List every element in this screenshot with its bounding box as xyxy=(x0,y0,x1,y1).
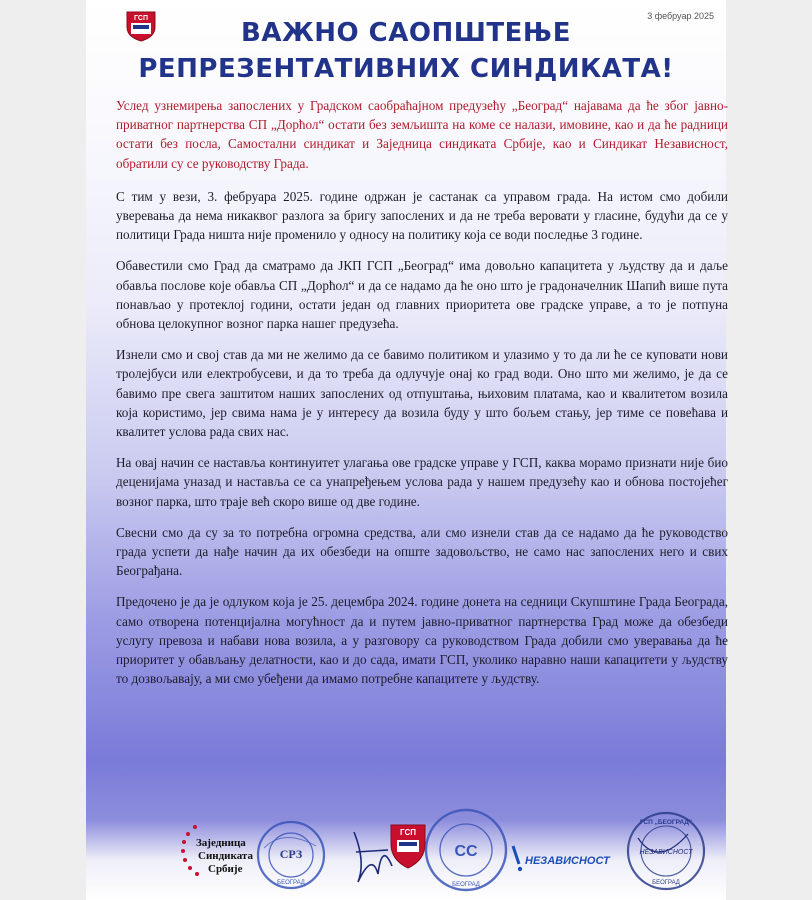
stamp-center-glyph: СС xyxy=(454,843,478,860)
left-frame xyxy=(0,0,86,900)
gsp-shield-text: ГСП xyxy=(400,828,416,837)
srz-abbr: СРЗ xyxy=(279,847,303,861)
stamp-right-header: ГСП „БЕОГРАД“ xyxy=(639,819,693,826)
paragraph-lead: Услед узнемирења запослених у Градском саобраћајном предузећу „Београд“ најавама да ће због јавно-приватног партнерства СП „Дорћол“ остати без земљишта на коме се налази, имовине, као и да ће радници остати без посла, Самостални синдикат и Заједница синдиката Србије, као и Синдикат Независност, обратили су се руководству Града. xyxy=(116,98,728,171)
gsp-logo-text: ГСП xyxy=(134,15,148,22)
paragraph: На овај начин се наставља континуитет улагања ове градске управе у ГСП, каква морамо признати није био деценијама уназад и наставља се са унапређењем услова рада у нашем предузећу као и обнова постојећег возног парка, што траје већ скоро више од две године. xyxy=(116,455,728,509)
ssb-stamp xyxy=(254,818,328,892)
press-release-document xyxy=(86,0,726,900)
zss-line-1: Заједница xyxy=(196,837,246,849)
title-line-2: РЕПРЕЗЕНТАТИВНИХ СИНДИКАТА! xyxy=(138,54,674,84)
right-frame xyxy=(726,0,812,900)
zss-logo xyxy=(178,812,262,892)
nezavisnost-stamp xyxy=(618,808,714,894)
stamp-right-inner: НЕЗАВИСНОСТ xyxy=(639,849,693,856)
paragraph: Свесни смо да су за то потребна огромна средства, али смо изнели став да се надамо да ће руководство града успети да нађе начин да их обезбеди на опште задовољство, не само нас запослених него и свих Београђана. xyxy=(116,524,728,579)
stamp-right-city: БЕОГРАД xyxy=(652,880,680,886)
zss-line-2: Синдиката xyxy=(198,850,253,862)
document-date: 3 фебруар 2025 xyxy=(647,11,714,21)
title-line-1: ВАЖНО САОПШТЕЊЕ xyxy=(241,18,571,48)
nezavisnost-logo xyxy=(511,840,615,874)
paragraph: Обавестили смо Град да сматрамо да ЈКП ГСП „Београд“ има довољно капацитета у људству да и даље обавља послове које обавља СП „Дорћол“ и да се надамо да ће оно што је градоначелник Шапић више пута понављао у протеклој години, остати један од главних приоритета ове градске управе, а то је потпуна обнова целокупног возног парка нашег предузећа. xyxy=(116,258,728,332)
stamp-city-left: БЕОГРАД xyxy=(277,880,305,886)
paragraph: Изнели смо и свој став да ми не желимо да се бавимо политиком и улазимо у то да ли ће се куповати нови тролејбуси или електробусеви, и да то треба да одлучује онај ко град води. Оно што ми желимо, је да се бавимо пре свега заштитом наших запослених од отпуштања, њиховим платама, као и квалитетом возила која користимо, јер свима нама је у интересу да возила буду у што бољем стању, јер тиме се повећава и квалитет услова рада свих нас. xyxy=(116,347,728,440)
zss-line-3: Србије xyxy=(208,863,243,875)
nezavisnost-text: НЕЗАВИСНОСТ xyxy=(525,855,610,867)
paragraph: С тим у вези, 3. фебруара 2025. године одржан је састанак са управом града. На истом смо добили уверевања да нема никаквог разлога за бригу запослених и да не треба веровати у гласине, будући да се у политици Града ништа није променило у односу на политику која се води последње 3 године. xyxy=(116,188,728,243)
samostalni-sindikat-stamp xyxy=(422,806,510,894)
stamp-city-center: БЕОГРАД xyxy=(452,882,480,888)
document-body xyxy=(116,96,728,700)
paragraph: Предочено је да је одлуком која је 25. децембра 2024. године донета на седници Скупштине Града Београда, само отворена потенцијална могућност да и путем јавно-приватног партнерства Град може да обезбеди услугу превоза и набави нова возила, а у разговору са руководством Града добили смо уверавања да ће приоритет у обављању делатности, као и до сада, имати ГСП, уколико наравно наши капацитети у људству то дозвољавају, а ми смо убеђени да имамо потребне капацитете у људству. xyxy=(116,594,728,687)
